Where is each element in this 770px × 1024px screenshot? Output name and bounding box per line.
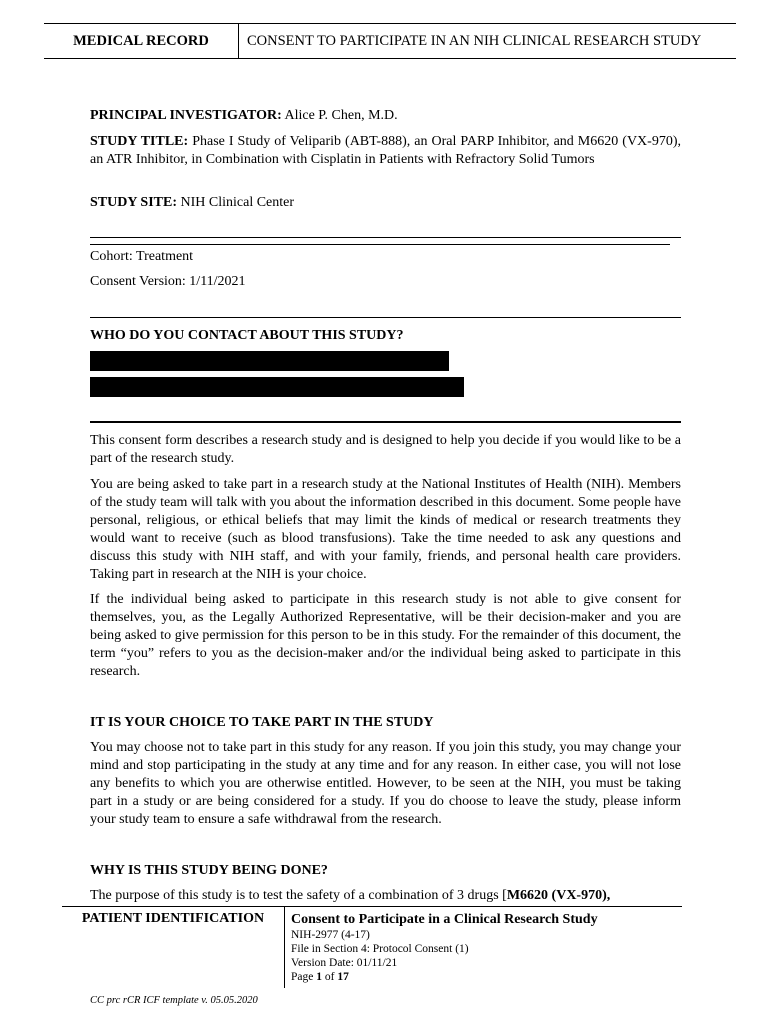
patient-identification-label: PATIENT IDENTIFICATION — [62, 907, 285, 988]
study-title — [90, 133, 681, 169]
intro-paragraph-2: You are being asked to take part in a research study at the National Institutes of Health (NIH). Members of the study team will talk with you about the information described in this document. Some people have personal, religious, or ethical beliefs that may limit the kinds of medical or research treatments they would want to receive (such as blood transfusions). Take the time needed to ask any questions and discuss this study with NIH staff, and with your family, friends, and personal health care providers. Taking part in research at the NIH is your choice. — [90, 477, 681, 582]
page-number — [291, 970, 682, 984]
divider — [90, 244, 670, 245]
form-title: Consent to Participate in a Clinical Research Study — [291, 912, 598, 927]
divider — [90, 421, 681, 423]
study-site-label: STUDY SITE: — [90, 195, 178, 210]
page-of: of — [321, 971, 338, 983]
consent-version: Consent Version: 1/11/2021 — [90, 274, 246, 289]
intro-paragraph-1: This consent form describes a research study and is designed to help you decide if you would like to be a part of the research study. — [90, 433, 681, 466]
intro-paragraph-3: If the individual being asked to participate in this research study is not able to give consent for themselves, you, as the Legally Authorized Representative, will be their decision-maker and you are being asked to give permission for this person to be in this study. For the remainder of this document, the term “you” refers to you as the decision-maker and/or the individual being asked to participate in this research. — [90, 592, 681, 679]
template-version: CC prc rCR ICF template v. 05.05.2020 — [90, 995, 258, 1006]
redaction-bar — [90, 377, 464, 397]
why-drug-name: M6620 (VX-970), — [506, 888, 611, 903]
why-heading: WHY IS THIS STUDY BEING DONE? — [90, 863, 328, 878]
contact-heading: WHO DO YOU CONTACT ABOUT THIS STUDY? — [90, 328, 404, 343]
version-date: Version Date: 01/11/21 — [291, 957, 398, 969]
form-info — [285, 907, 682, 988]
form-number: NIH-2977 (4-17) — [291, 929, 370, 941]
redaction-bar — [90, 351, 449, 371]
pi-label: PRINCIPAL INVESTIGATOR: — [90, 108, 282, 123]
principal-investigator — [90, 107, 681, 125]
choice-heading: IT IS YOUR CHOICE TO TAKE PART IN THE STUDY — [90, 715, 434, 730]
file-location: File in Section 4: Protocol Consent (1) — [291, 943, 469, 955]
divider — [90, 237, 681, 238]
footer-table — [62, 906, 682, 988]
cohort: Cohort: Treatment — [90, 249, 194, 264]
study-site — [90, 194, 681, 212]
why-paragraph — [90, 887, 681, 905]
header-table — [44, 23, 736, 59]
study-title-label: STUDY TITLE: — [90, 134, 189, 149]
study-site-value: NIH Clinical Center — [177, 195, 295, 210]
consent-header-title: CONSENT TO PARTICIPATE IN AN NIH CLINICAL RESEARCH STUDY — [247, 32, 702, 49]
medical-record-label: MEDICAL RECORD — [44, 24, 239, 58]
page-prefix: Page — [291, 971, 317, 983]
pi-value: Alice P. Chen, M.D. — [281, 108, 398, 123]
study-title-value: Phase I Study of Veliparib (ABT-888), an Oral PARP Inhibitor, and M6620 (VX-970), an ATR Inhibitor, in Combination with Cisplatin in Patients with Refractory Solid Tumors — [90, 134, 681, 167]
page-total: 17 — [337, 971, 349, 983]
why-text: The purpose of this study is to test the safety of a combination of 3 drugs [ — [90, 888, 507, 903]
choice-paragraph: You may choose not to take part in this study for any reason. If you join this study, you may change your mind and stop participating in the study at any time and for any reason. In either case, you will not lose any benefits to which you are otherwise entitled. However, to be seen at the NIH, you must be taking part in a study or are being considered for a study. If you do choose to leave the study, please inform your study team to ensure a safe withdrawal from the research. — [90, 740, 681, 827]
page-current: 1 — [316, 971, 322, 983]
divider — [90, 317, 681, 318]
